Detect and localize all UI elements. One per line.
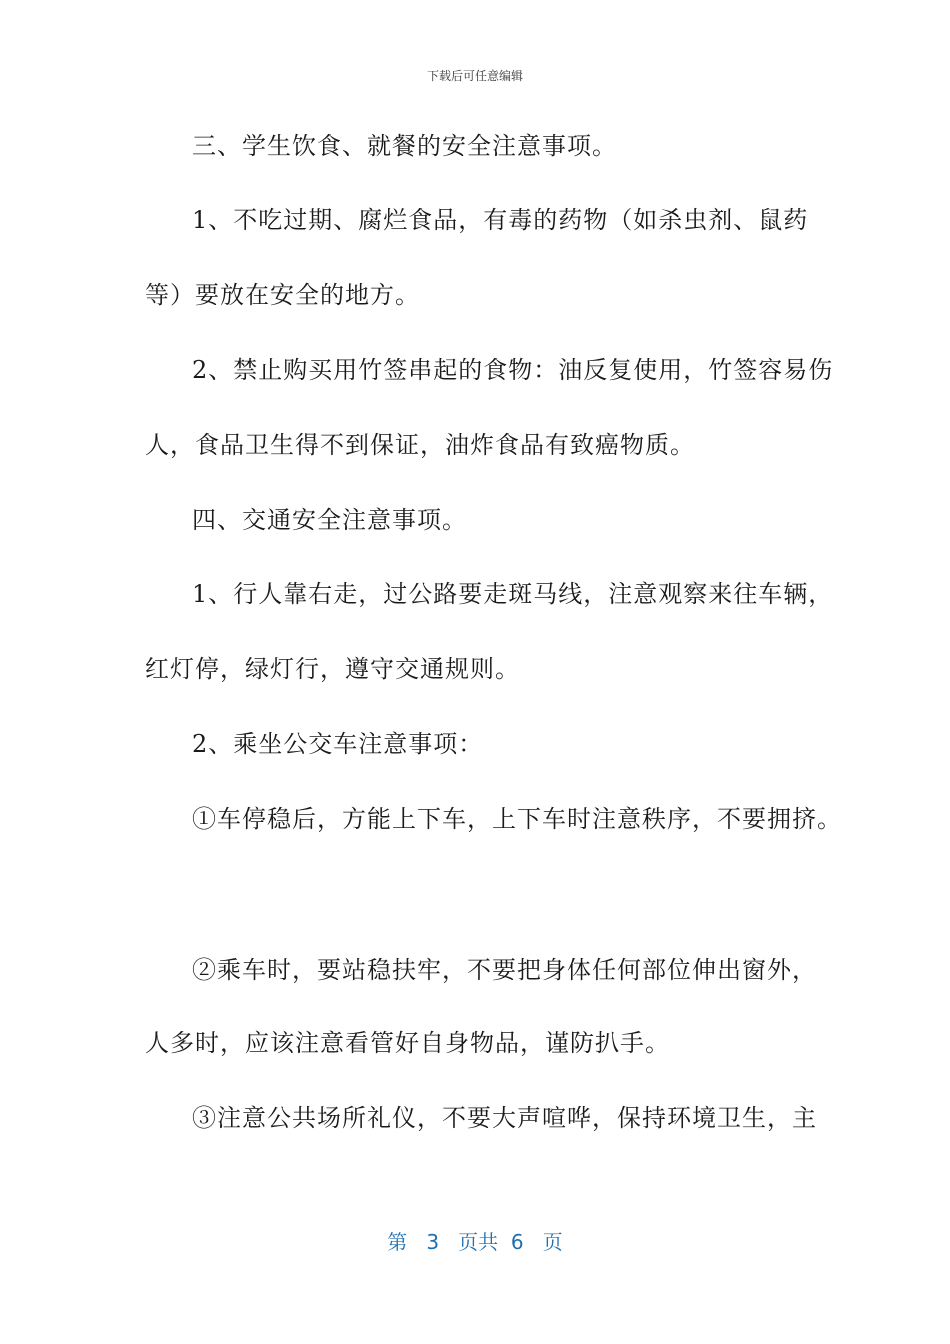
paragraph-line: 2、乘坐公交车注意事项：: [192, 730, 484, 758]
paragraph-line: ①车停稳后，方能上下车，上下车时注意秩序，不要拥挤。: [192, 805, 842, 833]
paragraph-line: 四、交通安全注意事项。: [192, 506, 467, 534]
paragraph-line: ③注意公共场所礼仪，不要大声喧哗，保持环境卫生，主: [192, 1104, 817, 1132]
paragraph-line: 等）要放在安全的地方。: [145, 281, 420, 309]
footer-prefix: 第: [387, 1230, 408, 1254]
paragraph-line: 1、不吃过期、腐烂食品，有毒的药物（如杀虫剂、鼠药: [192, 206, 809, 234]
page-header: 下载后可任意编辑: [426, 69, 523, 83]
current-page-number: 3: [426, 1230, 440, 1254]
paragraph-line: 人，食品卫生得不到保证，油炸食品有致癌物质。: [145, 431, 695, 459]
page-footer: [0, 1226, 950, 1255]
footer-suffix: 页: [542, 1230, 563, 1254]
footer-middle: 页共: [458, 1230, 499, 1254]
paragraph-line: 2、禁止购买用竹签串起的食物：油反复使用，竹签容易伤: [192, 356, 834, 384]
paragraph-line: 1、行人靠右走，过公路要走斑马线，注意观察来往车辆，: [192, 580, 834, 608]
paragraph-line: 人多时，应该注意看管好自身物品，谨防扒手。: [145, 1029, 670, 1057]
total-pages-number: 6: [510, 1230, 524, 1254]
paragraph-line: 三、学生饮食、就餐的安全注意事项。: [192, 132, 617, 160]
paragraph-line: ②乘车时，要站稳扶牢，不要把身体任何部位伸出窗外，: [192, 956, 817, 984]
paragraph-line: 红灯停，绿灯行，遵守交通规则。: [145, 655, 520, 683]
